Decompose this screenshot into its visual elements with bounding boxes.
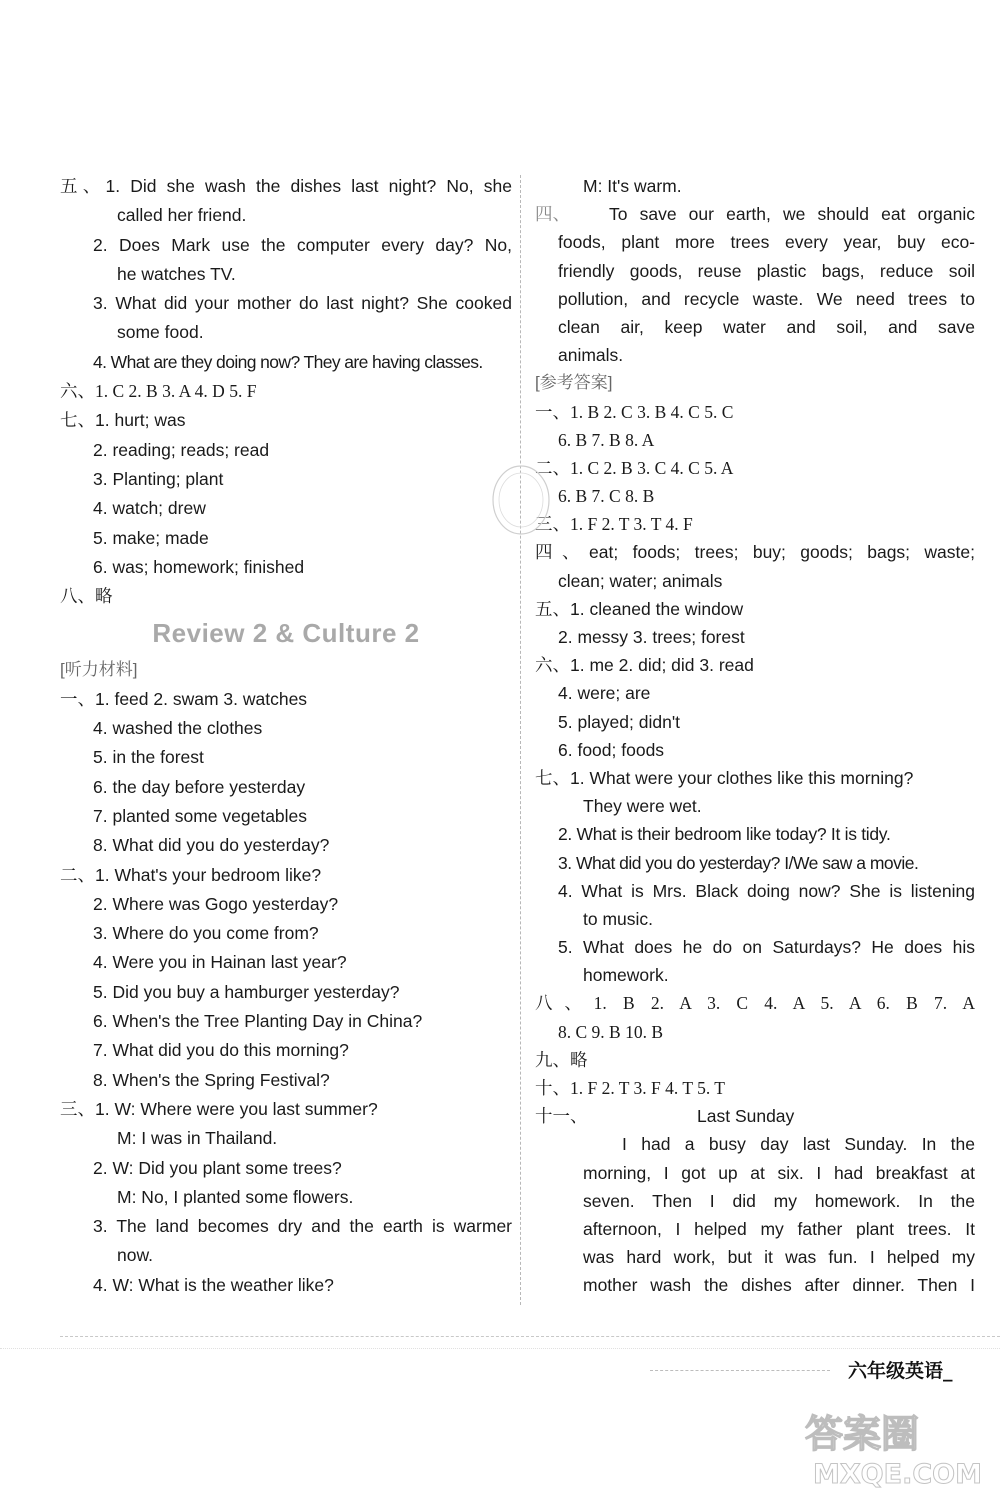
- right-line: foods, plant more trees every year, buy eco-: [558, 232, 975, 253]
- right-line: [535, 200, 975, 228]
- left-line: M: No, I planted some flowers.: [117, 1186, 354, 1207]
- right-line: 一、1. B 2. C 3. B 4. C 5. C: [535, 401, 734, 422]
- right-line: 4. were; are: [558, 683, 651, 704]
- essay-line: morning, I got up at six. I had breakfast at: [583, 1162, 975, 1183]
- right-line: 六、1. me 2. did; did 3. read: [535, 655, 754, 676]
- essay-line: mother wash the dishes after dinner. Then I: [583, 1275, 975, 1296]
- right-line: to music.: [583, 908, 654, 929]
- left-column: [60, 172, 512, 1300]
- essay-line: To save our earth, we should eat organic: [609, 204, 975, 225]
- right-line: 五、1. cleaned the window: [535, 598, 744, 619]
- essay-line: I had a busy day last Sunday. In the: [622, 1134, 975, 1155]
- section-marker: 十一、: [535, 1106, 588, 1127]
- right-line: They were wet.: [583, 796, 702, 817]
- right-line: 十、1. F 2. T 3. F 4. T 5. T: [535, 1078, 725, 1098]
- section-subheading: [参考答案]: [535, 373, 613, 393]
- right-line: 2. messy 3. trees; forest: [558, 627, 745, 647]
- right-line: M: It's warm.: [583, 176, 682, 196]
- right-line: 2. What is their bedroom like today? It is tidy.: [558, 824, 891, 845]
- left-line: 2. Does Mark use the computer every day? No,: [93, 234, 512, 255]
- essay-line: was hard work, but it was fun. I helped my: [583, 1247, 975, 1268]
- right-line: clean; water; animals: [558, 570, 723, 591]
- left-line: 五、1. Did she wash the dishes last night? No, she: [60, 176, 512, 196]
- right-line: 四、eat; foods; trees; buy; goods; bags; waste;: [535, 542, 975, 563]
- column-divider: [520, 175, 521, 1305]
- right-line: friendly goods, reuse plastic bags, reduce soil: [558, 260, 975, 281]
- left-line: 7. planted some vegetables: [93, 805, 308, 826]
- section-marker: 四、: [535, 204, 570, 225]
- footer-dotted-rule: [0, 1348, 1000, 1349]
- left-line: 八、略: [60, 586, 113, 607]
- left-line: 4. W: What is the weather like?: [93, 1274, 334, 1295]
- left-line: 6. the day before yesterday: [93, 776, 306, 797]
- right-line: 九、略: [535, 1049, 588, 1070]
- left-line: 3. Where do you come from?: [93, 923, 319, 944]
- left-line: 二、1. What's your bedroom like?: [60, 864, 322, 885]
- left-line: 2. reading; reads; read: [93, 439, 270, 460]
- right-line: 6. food; foods: [558, 739, 665, 760]
- right-line: clean air, keep water and soil, and save: [558, 316, 975, 337]
- left-line: 3. The land becomes dry and the earth is warmer: [93, 1216, 512, 1237]
- essay-title: Last Sunday: [697, 1106, 795, 1127]
- left-line: 4. Were you in Hainan last year?: [93, 952, 347, 973]
- right-line: 5. played; didn't: [558, 711, 681, 732]
- right-line: homework.: [583, 965, 669, 986]
- left-line: 6. was; homework; finished: [93, 556, 305, 577]
- right-line: 6. B 7. B 8. A: [558, 429, 655, 450]
- right-line: 八、1. B 2. A 3. C 4. A 5. A 6. B 7. A: [535, 993, 975, 1014]
- section-subheading: [听力材料]: [60, 660, 138, 680]
- right-line: 5. What does he do on Saturdays? He does his: [558, 937, 975, 958]
- left-line: 七、1. hurt; was: [60, 410, 186, 431]
- footer-grade-label: 六年级英语_: [848, 1360, 953, 1382]
- footer-short-rule: [650, 1370, 830, 1371]
- left-line: 4. washed the clothes: [93, 718, 263, 739]
- right-line: 4. What is Mrs. Black doing now? She is listening: [558, 880, 975, 901]
- watermark-brand: 答案圈: [805, 1412, 920, 1456]
- right-line: 3. What did you do yesterday? I/We saw a movie.: [558, 852, 919, 873]
- watermark-logo: [795, 1405, 990, 1490]
- right-line: 8. C 9. B 10. B: [558, 1021, 664, 1042]
- left-line: called her friend.: [117, 205, 247, 226]
- left-line: 5. make; made: [93, 527, 209, 548]
- left-line: 3. What did your mother do last night? She cooked: [93, 293, 512, 314]
- right-line: [535, 1102, 975, 1130]
- left-line: 6. When's the Tree Planting Day in China?: [93, 1011, 423, 1032]
- right-line: 二、1. C 2. B 3. C 4. C 5. A: [535, 457, 734, 478]
- left-line: some food.: [117, 322, 204, 343]
- section-title: Review 2 & Culture 2: [152, 618, 420, 649]
- left-line: 7. What did you do this morning?: [93, 1040, 349, 1061]
- left-line: 2. Where was Gogo yesterday?: [93, 893, 339, 914]
- essay-line: seven. Then I did my homework. In the: [583, 1190, 975, 1211]
- right-line: pollution, and recycle waste. We need trees to: [558, 288, 975, 309]
- watermark-url: MXQE.COM: [813, 1459, 982, 1490]
- left-line: 5. in the forest: [93, 747, 204, 768]
- left-line: 4. What are they doing now? They are having classes.: [93, 351, 483, 372]
- left-line: 三、1. W: Where were you last summer?: [60, 1098, 378, 1119]
- faint-stamp-mark: [486, 460, 556, 540]
- left-line: 2. W: Did you plant some trees?: [93, 1157, 342, 1178]
- essay-line: afternoon, I helped my father plant trees. It: [583, 1218, 975, 1239]
- left-line: 8. What did you do yesterday?: [93, 835, 330, 856]
- right-line: animals.: [558, 345, 624, 366]
- right-line: 三、1. F 2. T 3. T 4. F: [535, 514, 693, 535]
- right-column: [535, 172, 975, 1300]
- left-line: M: I was in Thailand.: [117, 1128, 278, 1149]
- left-line: he watches TV.: [117, 263, 236, 284]
- left-line: 4. watch; drew: [93, 498, 206, 519]
- right-line: 6. B 7. C 8. B: [558, 486, 655, 507]
- left-line: 一、1. feed 2. swam 3. watches: [60, 688, 308, 709]
- left-line: 5. Did you buy a hamburger yesterday?: [93, 981, 400, 1002]
- footer-dashed-rule: [60, 1336, 1000, 1337]
- left-line: 3. Planting; plant: [93, 468, 224, 489]
- left-line: 8. When's the Spring Festival?: [93, 1069, 330, 1090]
- left-line: 六、1. C 2. B 3. A 4. D 5. F: [60, 381, 257, 402]
- left-line: now.: [117, 1245, 153, 1266]
- right-line: 七、1. What were your clothes like this morning?: [535, 767, 914, 788]
